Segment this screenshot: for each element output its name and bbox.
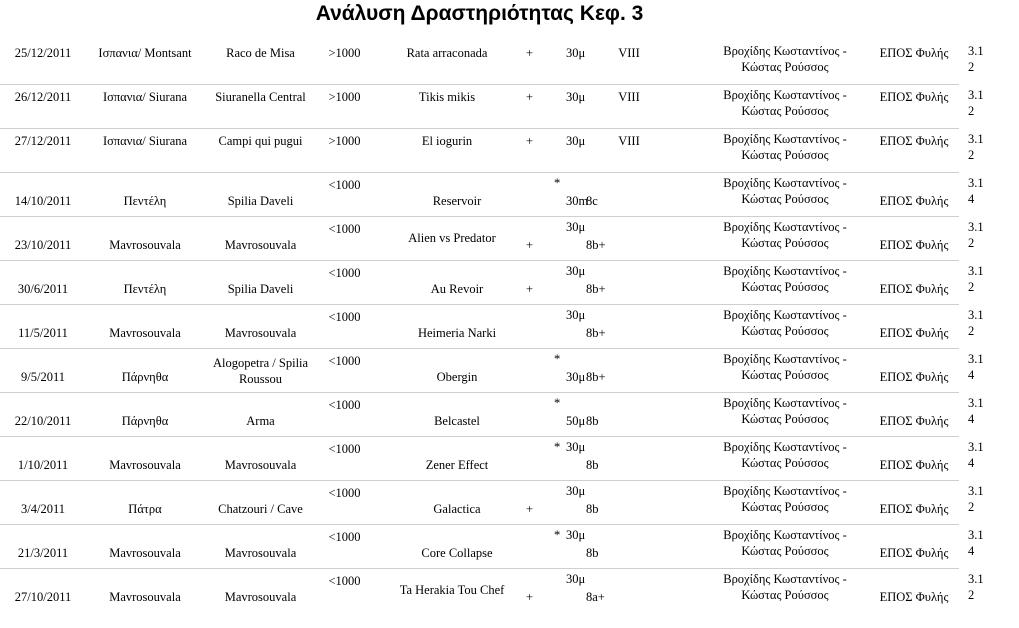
crag-cell: Alogopetra / Spilia Roussou [212, 356, 309, 386]
team-line-2: Κώστας Ρούσσος [741, 588, 829, 602]
club-cell: ΕΠΟΣ Φυλής [879, 238, 949, 252]
route-cell: Core Collapse [421, 546, 493, 560]
grade-cell: 8b [586, 546, 599, 560]
star-marker: * [554, 396, 561, 410]
team-cell [704, 126, 866, 170]
length-value: 30μ [566, 308, 586, 322]
date-cell: 25/12/2011 [14, 46, 72, 60]
chapter-line-2: 4 [968, 412, 975, 426]
length-value: 30μ [566, 264, 586, 278]
team-line-1: Βροχίδης Κωσταντίνος - [723, 528, 847, 542]
club-cell: ΕΠΟΣ Φυλής [879, 282, 949, 296]
team-cell [704, 346, 866, 390]
plus-marker: + [526, 590, 534, 604]
spacer-cell [672, 522, 704, 566]
grade-cell: 8b [586, 458, 599, 472]
altitude-cell: >1000 [328, 90, 361, 104]
route-cell: Rata arraconada [406, 46, 488, 60]
plus-marker: + [526, 238, 534, 252]
spacer-cell [672, 214, 704, 258]
team-cell [704, 478, 866, 522]
team-cell [704, 302, 866, 346]
altitude-cell: <1000 [328, 486, 361, 500]
team-line-2: Κώστας Ρούσσος [741, 324, 829, 338]
length-value: 30μ [566, 134, 586, 148]
plus-star-length-cell [522, 38, 586, 82]
team-line-2: Κώστας Ρούσσος [741, 280, 829, 294]
length-value: 30μ [566, 440, 586, 454]
chapter-line-1: 3.1 [968, 352, 984, 366]
chapter-line-1: 3.1 [968, 528, 984, 542]
date-cell: 14/10/2011 [14, 194, 72, 208]
altitude-cell: >1000 [328, 46, 361, 60]
grade-cell: VIII [618, 134, 640, 148]
length-value: 30μ [566, 572, 586, 586]
area-cell: Ισπανια/ Siurana [102, 90, 188, 104]
route-cell: El iogurin [421, 134, 473, 148]
altitude-cell: >1000 [328, 134, 361, 148]
area-cell: Πάτρα [128, 502, 162, 516]
altitude-cell: <1000 [328, 310, 361, 324]
length-value: 30μ [566, 528, 586, 542]
crag-cell: Campi qui pugui [218, 134, 303, 148]
club-cell: ΕΠΟΣ Φυλής [879, 502, 949, 516]
altitude-cell: <1000 [328, 354, 361, 368]
spacer-cell [672, 258, 704, 302]
area-cell: Πάρνηθα [121, 414, 169, 428]
plus-marker: + [526, 134, 534, 148]
team-cell [704, 214, 866, 258]
date-cell: 26/12/2011 [14, 90, 72, 104]
club-cell: ΕΠΟΣ Φυλής [879, 414, 949, 428]
plus-marker: + [526, 90, 534, 104]
grade-cell: 8b+ [586, 370, 606, 384]
date-cell: 27/12/2011 [14, 134, 72, 148]
date-cell: 21/3/2011 [17, 546, 69, 560]
plus-star-length-cell [522, 214, 586, 258]
grade-cell: 8a+ [586, 590, 605, 604]
team-line-1: Βροχίδης Κωσταντίνος - [723, 396, 847, 410]
plus-star-length-cell [522, 82, 586, 126]
plus-marker: + [526, 502, 534, 516]
chapter-cell [962, 478, 1019, 522]
area-cell: Πεντέλη [123, 282, 167, 296]
team-line-2: Κώστας Ρούσσος [741, 192, 829, 206]
chapter-cell [962, 38, 1019, 82]
team-line-1: Βροχίδης Κωσταντίνος - [723, 572, 847, 586]
spacer-cell [672, 126, 704, 170]
grade-cell: 8c [586, 194, 598, 208]
chapter-line-2: 2 [968, 500, 975, 514]
club-cell: ΕΠΟΣ Φυλής [879, 326, 949, 340]
crag-cell: Arma [246, 414, 275, 428]
grade-cell: 8b+ [586, 282, 606, 296]
chapter-line-1: 3.1 [968, 396, 984, 410]
plus-star-length-cell [522, 566, 586, 610]
chapter-cell [962, 522, 1019, 566]
plus-star-length-cell [522, 170, 589, 214]
crag-cell: Mavrosouvala [224, 590, 297, 604]
altitude-cell: <1000 [328, 266, 361, 280]
chapter-line-1: 3.1 [968, 220, 984, 234]
length-value: 30μ [566, 46, 586, 60]
route-cell: Galactica [433, 502, 481, 516]
chapter-line-1: 3.1 [968, 132, 984, 146]
route-cell: Tikis mikis [418, 90, 476, 104]
area-cell: Mavrosouvala [109, 590, 181, 604]
date-cell: 23/10/2011 [14, 238, 72, 252]
area-cell: Mavrosouvala [109, 326, 181, 340]
chapter-line-1: 3.1 [968, 176, 984, 190]
team-line-1: Βροχίδης Κωσταντίνος - [723, 88, 847, 102]
chapter-line-1: 3.1 [968, 440, 984, 454]
area-cell: Mavrosouvala [109, 546, 181, 560]
team-line-2: Κώστας Ρούσσος [741, 412, 829, 426]
team-line-2: Κώστας Ρούσσος [741, 236, 829, 250]
star-marker: * [554, 440, 561, 454]
chapter-line-1: 3.1 [968, 572, 984, 586]
date-cell: 30/6/2011 [17, 282, 69, 296]
spacer-cell [672, 566, 704, 610]
club-cell: ΕΠΟΣ Φυλής [879, 46, 949, 60]
altitude-cell: <1000 [328, 178, 361, 192]
chapter-line-2: 2 [968, 324, 975, 338]
route-cell: Reservoir [432, 194, 482, 208]
route-cell: Au Revoir [430, 282, 484, 296]
date-cell: 22/10/2011 [14, 414, 72, 428]
team-line-2: Κώστας Ρούσσος [741, 368, 829, 382]
length-value: 30μ [566, 220, 586, 234]
team-line-1: Βροχίδης Κωσταντίνος - [723, 352, 847, 366]
crag-cell: Chatzouri / Cave [218, 502, 303, 516]
route-cell: Zener Effect [425, 458, 489, 472]
chapter-cell [962, 346, 1019, 390]
team-line-2: Κώστας Ρούσσος [741, 456, 829, 470]
altitude-cell: <1000 [328, 398, 361, 412]
spacer-cell [672, 302, 704, 346]
star-marker: * [554, 528, 561, 542]
spacer-cell [672, 82, 704, 126]
chapter-line-2: 4 [968, 192, 975, 206]
star-marker: * [554, 352, 561, 366]
team-cell [704, 434, 866, 478]
chapter-cell [962, 302, 1019, 346]
area-cell: Ισπανια/ Montsant [98, 46, 192, 60]
spacer-cell [672, 390, 704, 434]
area-cell: Πεντέλη [123, 194, 167, 208]
club-cell: ΕΠΟΣ Φυλής [879, 370, 949, 384]
area-cell: Ισπανια/ Siurana [102, 134, 188, 148]
chapter-line-1: 3.1 [968, 88, 984, 102]
team-cell [704, 38, 866, 82]
plus-star-length-cell [522, 258, 586, 302]
length-value: 30m [566, 194, 589, 208]
altitude-cell: <1000 [328, 222, 361, 236]
team-cell [704, 522, 866, 566]
team-cell [704, 170, 866, 214]
crag-cell: Raco de Misa [226, 46, 295, 60]
grade-cell: VIII [618, 46, 640, 60]
spacer-cell [672, 478, 704, 522]
plus-star-length-cell [522, 434, 586, 478]
chapter-line-2: 4 [968, 368, 975, 382]
team-line-1: Βροχίδης Κωσταντίνος - [723, 264, 847, 278]
altitude-cell: <1000 [328, 442, 361, 456]
crag-cell: Mavrosouvala [224, 238, 297, 252]
grade-cell: 8b [586, 502, 599, 516]
spacer-cell [672, 38, 704, 82]
chapter-line-2: 2 [968, 588, 975, 602]
spacer-cell [672, 346, 704, 390]
altitude-cell: <1000 [328, 530, 361, 544]
chapter-line-2: 2 [968, 104, 975, 118]
team-cell [704, 82, 866, 126]
chapter-cell [962, 126, 1019, 170]
date-cell: 3/4/2011 [21, 502, 65, 516]
plus-star-length-cell [522, 346, 586, 390]
plus-star-length-cell [522, 126, 586, 170]
chapter-cell [962, 170, 1019, 214]
plus-marker: + [526, 282, 534, 296]
chapter-line-1: 3.1 [968, 308, 984, 322]
club-cell: ΕΠΟΣ Φυλής [879, 458, 949, 472]
area-cell: Mavrosouvala [109, 458, 181, 472]
chapter-cell [962, 258, 1019, 302]
team-line-2: Κώστας Ρούσσος [741, 544, 829, 558]
crag-cell: Siuranella Central [215, 90, 306, 104]
chapter-line-1: 3.1 [968, 44, 984, 58]
area-cell: Mavrosouvala [109, 238, 181, 252]
chapter-cell [962, 566, 1019, 610]
chapter-cell [962, 434, 1019, 478]
team-line-2: Κώστας Ρούσσος [741, 148, 829, 162]
date-cell: 11/5/2011 [18, 326, 68, 340]
length-value: 50μ [566, 414, 586, 428]
chapter-line-1: 3.1 [968, 264, 984, 278]
route-cell: Belcastel [434, 414, 480, 428]
date-cell: 1/10/2011 [17, 458, 69, 472]
club-cell: ΕΠΟΣ Φυλής [879, 90, 949, 104]
crag-cell: Mavrosouvala [224, 458, 297, 472]
chapter-line-1: 3.1 [968, 484, 984, 498]
area-cell: Πάρνηθα [121, 370, 169, 384]
route-cell: Alien vs Predator [408, 231, 496, 245]
grade-cell: VIII [618, 90, 640, 104]
club-cell: ΕΠΟΣ Φυλής [879, 194, 949, 208]
team-line-1: Βροχίδης Κωσταντίνος - [723, 484, 847, 498]
plus-star-length-cell [522, 390, 586, 434]
crag-cell: Mavrosouvala [224, 326, 297, 340]
chapter-line-2: 4 [968, 544, 975, 558]
chapter-line-2: 2 [968, 60, 975, 74]
team-cell [704, 390, 866, 434]
date-cell: 27/10/2011 [14, 590, 72, 604]
crag-cell: Spilia Daveli [227, 282, 294, 296]
grade-cell: 8b [586, 414, 599, 428]
team-line-1: Βροχίδης Κωσταντίνος - [723, 44, 847, 58]
plus-star-length-cell [522, 478, 586, 522]
team-line-1: Βροχίδης Κωσταντίνος - [723, 440, 847, 454]
route-cell: Obergin [436, 370, 478, 384]
crag-cell: Mavrosouvala [224, 546, 297, 560]
club-cell: ΕΠΟΣ Φυλής [879, 590, 949, 604]
plus-star-length-cell [522, 522, 586, 566]
team-line-1: Βροχίδης Κωσταντίνος - [723, 176, 847, 190]
chapter-line-2: 4 [968, 456, 975, 470]
spacer-cell [672, 434, 704, 478]
chapter-cell [962, 82, 1019, 126]
plus-star-length-cell [522, 302, 586, 346]
chapter-line-2: 2 [968, 236, 975, 250]
route-cell: Heimeria Narki [417, 326, 497, 340]
grade-cell: 8b+ [586, 238, 606, 252]
crag-cell: Spilia Daveli [227, 194, 294, 208]
altitude-cell: <1000 [328, 574, 361, 588]
page-title: Ανάλυση Δραστηριότητας Κεφ. 3 [315, 2, 644, 25]
plus-marker: + [526, 46, 534, 60]
route-cell: Ta Herakia Tou Chef [399, 583, 505, 597]
length-value: 30μ [566, 484, 586, 498]
chapter-cell [962, 390, 1019, 434]
chapter-cell [962, 214, 1019, 258]
activity-table [0, 38, 984, 610]
star-marker: * [554, 176, 561, 190]
chapter-line-2: 2 [968, 148, 975, 162]
team-cell [704, 258, 866, 302]
team-line-1: Βροχίδης Κωσταντίνος - [723, 132, 847, 146]
team-line-2: Κώστας Ρούσσος [741, 104, 829, 118]
team-line-1: Βροχίδης Κωσταντίνος - [723, 220, 847, 234]
spacer-cell [672, 170, 704, 214]
team-cell [704, 566, 866, 610]
club-cell: ΕΠΟΣ Φυλής [879, 134, 949, 148]
team-line-1: Βροχίδης Κωσταντίνος - [723, 308, 847, 322]
length-value: 30μ [566, 370, 586, 384]
date-cell: 9/5/2011 [21, 370, 65, 384]
club-cell: ΕΠΟΣ Φυλής [879, 546, 949, 560]
team-line-2: Κώστας Ρούσσος [741, 500, 829, 514]
chapter-line-2: 2 [968, 280, 975, 294]
team-line-2: Κώστας Ρούσσος [741, 60, 829, 74]
grade-cell: 8b+ [586, 326, 606, 340]
length-value: 30μ [566, 90, 586, 104]
